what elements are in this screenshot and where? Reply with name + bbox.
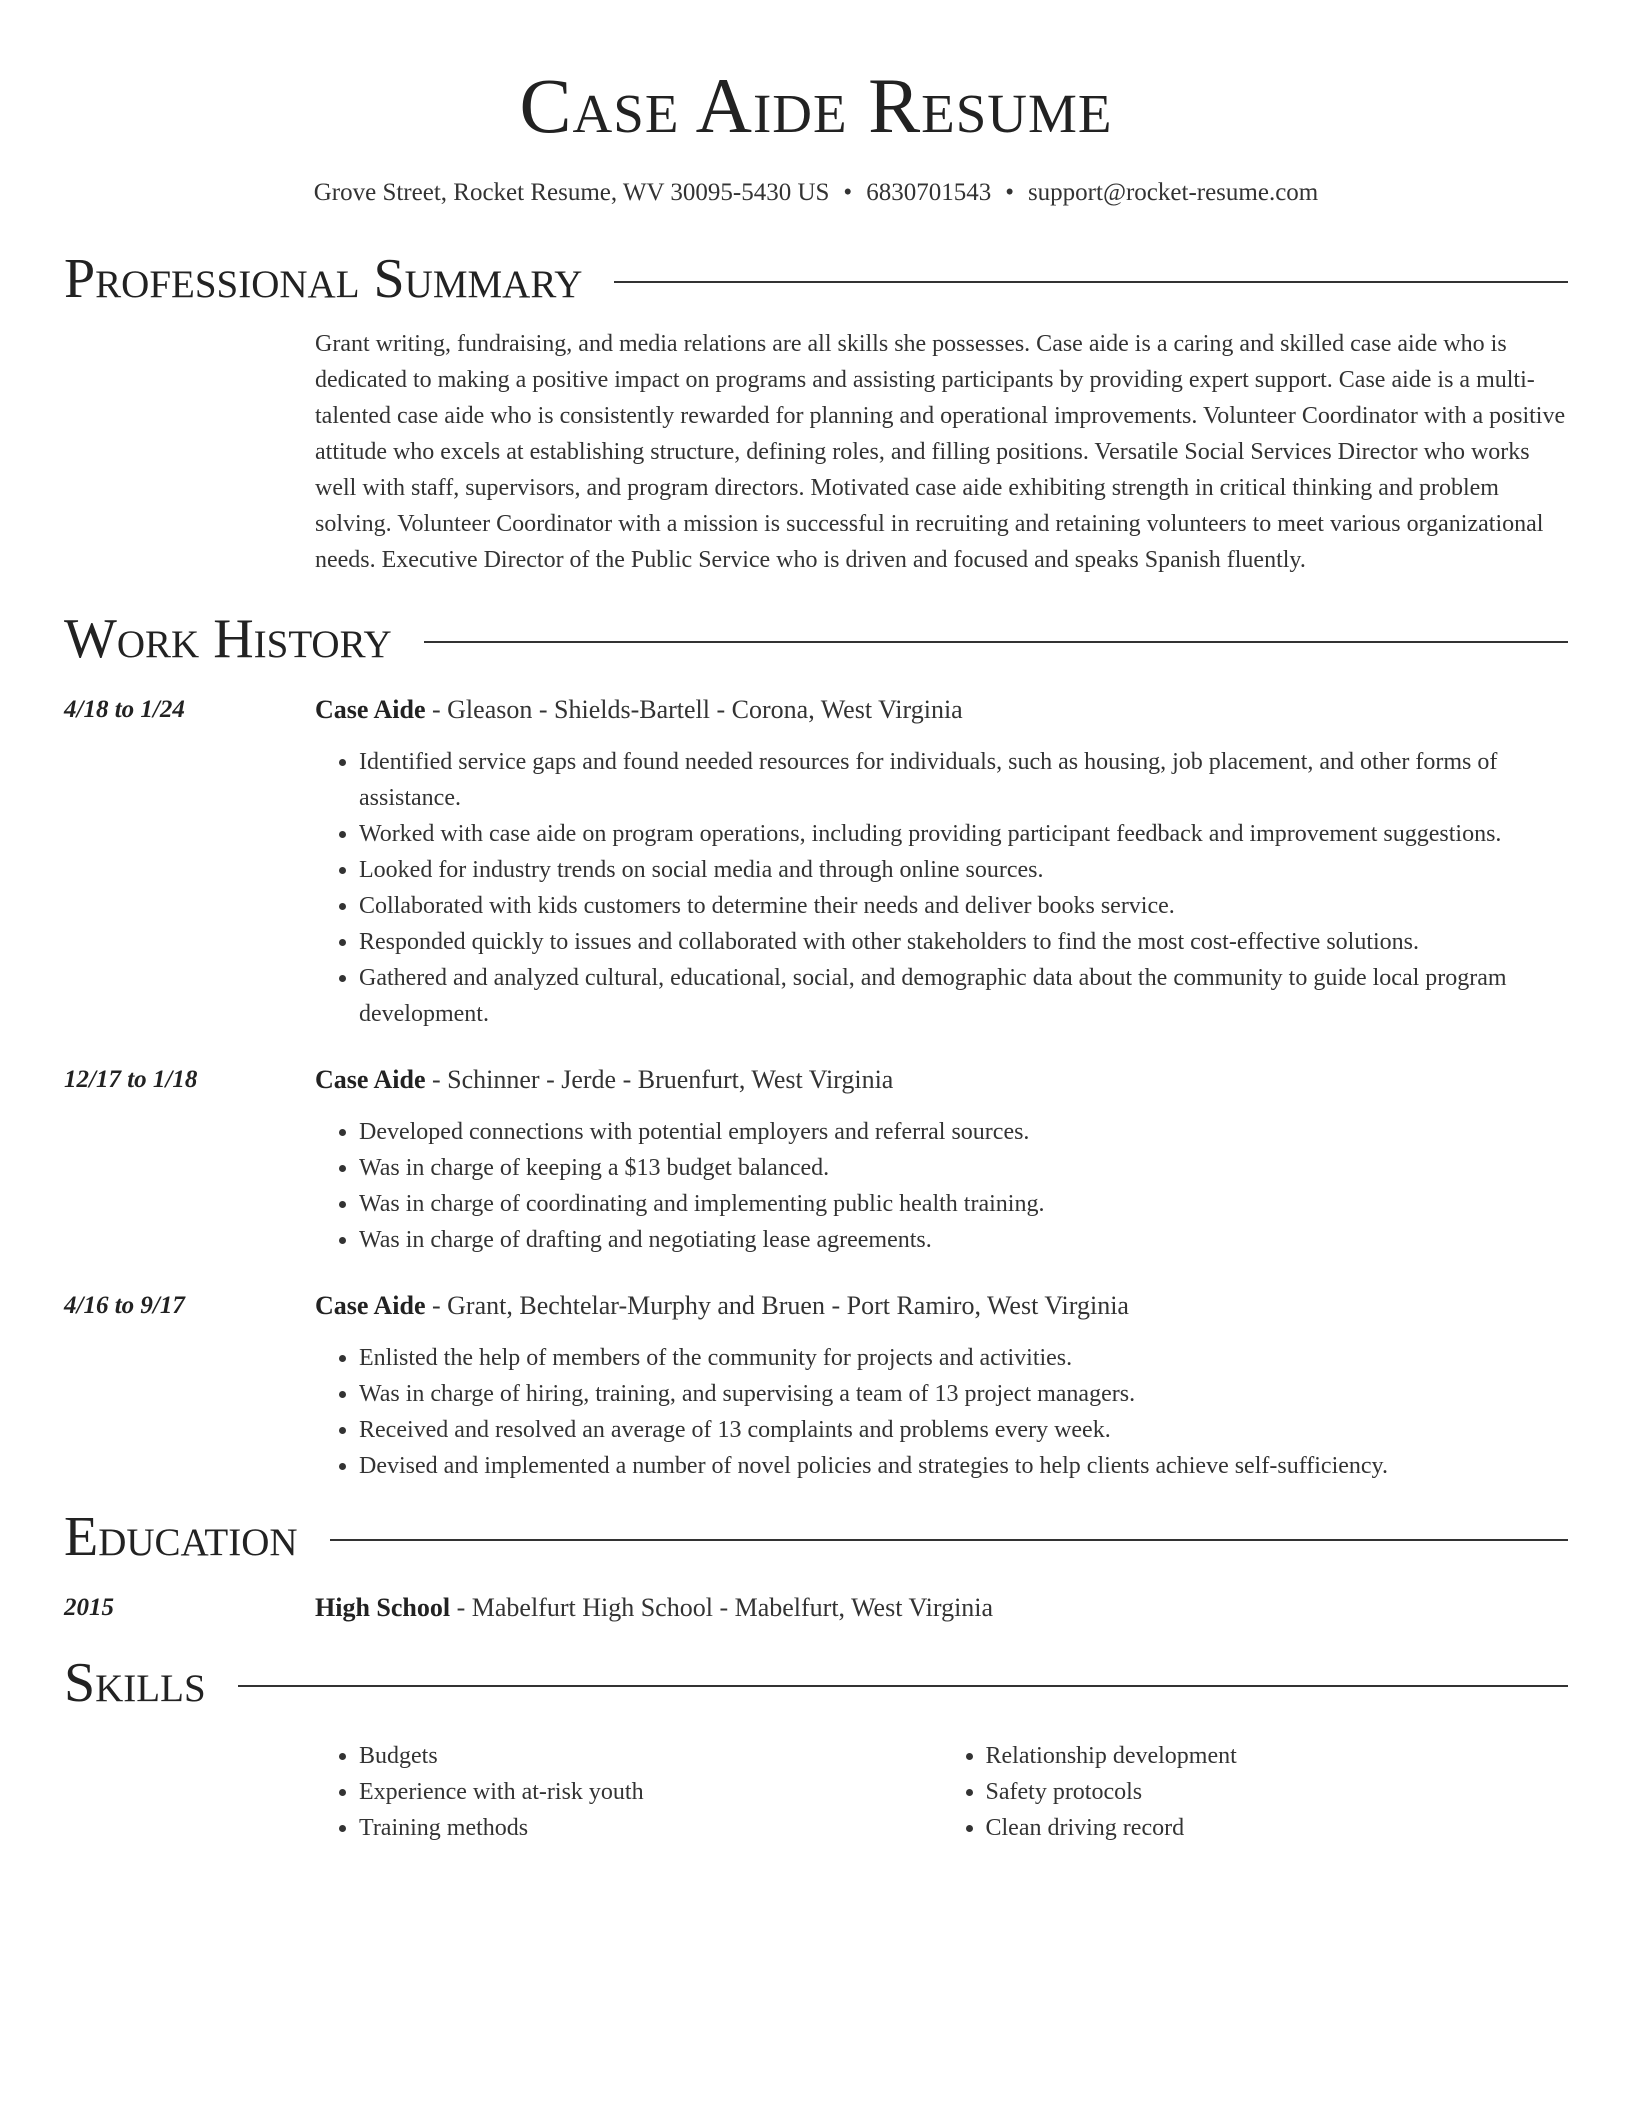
- skills-column-left: [315, 1738, 942, 1846]
- job-role: Case Aide: [315, 1065, 426, 1094]
- contact-email: support@rocket-resume.com: [1027, 179, 1319, 206]
- resume-page: [64, 0, 1568, 1846]
- job-body: [315, 692, 1568, 1032]
- list-item: • Developed connections with potential employers and referral sources.: [359, 1114, 1568, 1150]
- education-year: 2015: [64, 1594, 114, 1621]
- list-item: • Enlisted the help of members of the community for projects and activities.: [359, 1340, 1568, 1376]
- list-item: • Clean driving record: [986, 1810, 1569, 1846]
- list-item: • Gathered and analyzed cultural, educational, social, and demographic data about the community to guide local program development.: [359, 960, 1568, 1032]
- contact-line: [64, 178, 1568, 208]
- list-item: • Was in charge of hiring, training, and supervising a team of 13 project managers.: [359, 1376, 1568, 1412]
- skills-column-right: [942, 1738, 1569, 1846]
- section-divider: [330, 1539, 1568, 1541]
- list-item: • Received and resolved an average of 13 complaints and problems every week.: [359, 1412, 1568, 1448]
- job-details: - Gleason - Shields-Bartell - Corona, West Virginia: [425, 695, 963, 724]
- job-entry: [64, 692, 1568, 1032]
- list-item: • Budgets: [359, 1738, 942, 1774]
- list-item: • Identified service gaps and found needed resources for individuals, such as housing, job placement, and other forms of assistance.: [359, 744, 1568, 816]
- job-dates: 4/18 to 1/24: [64, 696, 185, 723]
- resume-name: Case Aide Resume: [519, 62, 1113, 149]
- job-role: Case Aide: [315, 1291, 426, 1320]
- job-role: Case Aide: [315, 695, 426, 724]
- education-section-header: [64, 1506, 1568, 1568]
- contact-address: Grove Street, Rocket Resume, WV 30095-5430 US: [313, 179, 830, 206]
- list-item: • Was in charge of coordinating and implementing public health training.: [359, 1186, 1568, 1222]
- education-entry: [64, 1590, 1568, 1626]
- list-item: • Was in charge of keeping a $13 budget balanced.: [359, 1150, 1568, 1186]
- job-entry: [64, 1062, 1568, 1258]
- list-item: • Safety protocols: [986, 1774, 1569, 1810]
- list-item: • Worked with case aide on program operations, including providing participant feedback and improvement suggestions.: [359, 816, 1568, 852]
- summary-text: Grant writing, fundraising, and media relations are all skills she possesses. Case aide is a caring and skilled case aide who is dedicated to making a positive impact on programs and assisting participants by providing expert support. Case aide is a multi-talented case aide who is consistently rewarded for planning and operational improvements. Volunteer Coordinator with a positive attitude who excels at establishing structure, defining roles, and filling positions. Versatile Social Services Director who works well with staff, supervisors, and program directors. Motivated case aide exhibiting strength in critical thinking and problem solving. Volunteer Coordinator with a mission is successful in recruiting and retaining volunteers to meet various organizational needs. Executive Director of the Public Service who is driven and focused and speaks Spanish fluently.: [315, 331, 1566, 573]
- section-divider: [614, 281, 1568, 283]
- education-body: [315, 1590, 1568, 1626]
- summary-section-title: Professional Summary: [64, 248, 583, 310]
- list-item: • Responded quickly to issues and collaborated with other stakeholders to find the most cost-effective solutions.: [359, 924, 1568, 960]
- section-divider: [238, 1685, 1568, 1687]
- list-item: • Was in charge of drafting and negotiating lease agreements.: [359, 1222, 1568, 1258]
- job-title-line: [315, 692, 1568, 728]
- job-list: [64, 692, 1568, 1484]
- contact-phone: 6830701543: [866, 179, 992, 206]
- job-entry: [64, 1288, 1568, 1484]
- section-divider: [424, 641, 1568, 643]
- list-item: • Collaborated with kids customers to determine their needs and deliver books service.: [359, 888, 1568, 924]
- work-section-header: [64, 608, 1568, 670]
- list-item: • Looked for industry trends on social media and through online sources.: [359, 852, 1568, 888]
- job-bullets: [315, 1114, 1568, 1258]
- job-title-line: [315, 1062, 1568, 1098]
- summary-section-header: [64, 248, 1568, 310]
- job-title-line: [315, 1288, 1568, 1324]
- skills-section-title: Skills: [64, 1652, 206, 1714]
- summary-row: [64, 326, 1568, 578]
- summary-body: [315, 326, 1568, 578]
- list-item: • Experience with at-risk youth: [359, 1774, 942, 1810]
- skills-section-header: [64, 1652, 1568, 1714]
- skills-grid: [315, 1738, 1568, 1846]
- education-details: - Mabelfurt High School - Mabelfurt, West Virginia: [450, 1593, 994, 1622]
- education-section-title: Education: [64, 1506, 298, 1568]
- job-dates: 4/16 to 9/17: [64, 1292, 185, 1319]
- job-details: - Grant, Bechtelar-Murphy and Bruen - Port Ramiro, West Virginia: [425, 1291, 1129, 1320]
- job-bullets: [315, 744, 1568, 1032]
- education-degree: High School: [315, 1593, 451, 1622]
- list-item: • Training methods: [359, 1810, 942, 1846]
- work-section-title: Work History: [64, 608, 392, 670]
- skills-row: [64, 1714, 1568, 1846]
- job-body: [315, 1288, 1568, 1484]
- list-item: • Relationship development: [986, 1738, 1569, 1774]
- list-item: • Devised and implemented a number of novel policies and strategies to help clients achieve self-sufficiency.: [359, 1448, 1568, 1484]
- contact-separator: •: [1005, 179, 1014, 206]
- job-details: - Schinner - Jerde - Bruenfurt, West Virginia: [425, 1065, 894, 1094]
- job-bullets: [315, 1340, 1568, 1484]
- contact-separator: •: [843, 179, 853, 206]
- job-dates: 12/17 to 1/18: [64, 1066, 198, 1093]
- job-body: [315, 1062, 1568, 1258]
